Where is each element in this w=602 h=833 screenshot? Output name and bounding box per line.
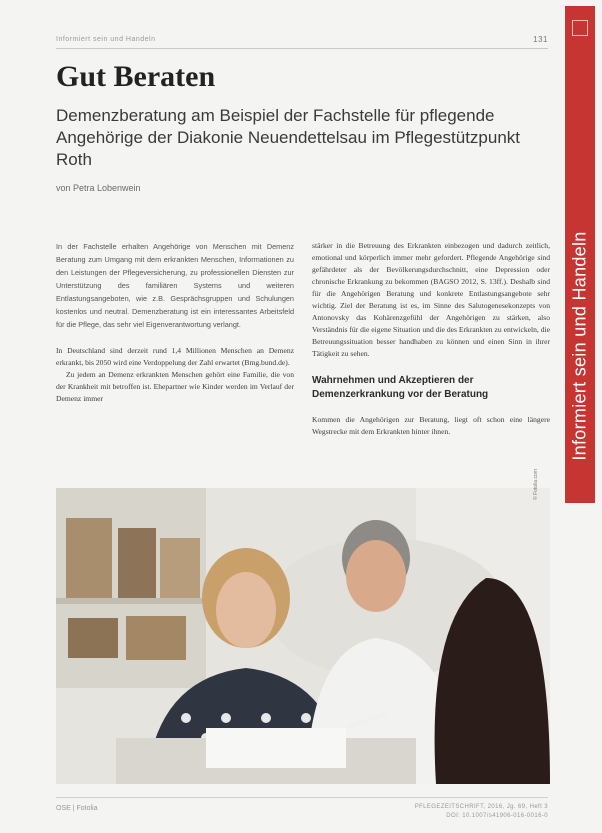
section-heading: Wahrnehmen und Akzeptieren der Demenzerkrankung vor der Beratung — [312, 375, 489, 400]
footer-citation — [415, 803, 548, 821]
photo-credit: © Fotolia.com — [533, 469, 539, 500]
body-paragraph: In Deutschland sind derzeit rund 1,4 Millionen Menschen an Demenz erkrankt, bis 2050 wird eine Verdoppelung der Zahl erwartet (Bmg.bund.de). — [56, 346, 294, 367]
body-paragraph: stärker in die Betreuung des Erkrankten einbezogen und dadurch zeitlich, emotional und körperlich immer mehr gefordert. Pflegende Angehörige sind gefährdeter als der Bevölkerungsdurchschnitt, eine Depression oder chronische Erkrankung zu bekommen (BAGSO 2012, S. 13ff.). Deshalb sind für die Angehörigen Beratung und konkrete Entlastungsangebote sehr wichtig. Ziel der Beratung ist es, im Sinne des Salutogenesekonzepts von Antonovsky das Kohärenzgefühl der Angehörigen zu stärken, also Verständnis für die eigene Situation und die des Erkrankten zu entwickeln, die Betreuungssituation besser handhaben zu können und einen Sinn in ihrer Tätigkeit zu sehen. — [312, 241, 550, 358]
running-head — [56, 36, 548, 48]
article-subtitle: Demenzberatung am Beispiel der Fachstelle für pflegende Angehörige der Diakonie Neuendettelsau im Pflegestützpunkt Roth — [56, 106, 521, 169]
photo-illustration — [56, 488, 550, 784]
body-paragraph: Zu jedem an Demenz erkrankten Menschen gehört eine Familie, die von der Krankheit mit betroffen ist. Ehepartner wie Kinder werden im Verlauf der Demenz immer — [56, 370, 294, 403]
consultation-photo — [56, 488, 550, 784]
footer-citation-line: PFLEGEZEITSCHRIFT, 2016, Jg. 69, Heft 3 — [414, 804, 548, 810]
section-side-tab — [565, 6, 595, 503]
left-column — [56, 240, 294, 405]
footer-credit: OSE | Fotolia — [56, 805, 98, 812]
page-number: 131 — [533, 35, 548, 44]
intro-paragraph: In der Fachstelle erhalten Angehörige von Menschen mit Demenz Beratung zum Umgang mit dem erkrankten Menschen, Informationen zu den Leistungen der Pflegeversicherung, zu professionellen Diensten zur Unterstützung des familiären Systems und weiteren Entlastungsangeboten, wie z.B. Gesprächsgruppen und Schulungen kostenlos und neutral. Demenzberatung ist ein interessantes Arbeitsfeld für die Pflege, das sehr viel Eigenverantwortung verlangt. — [56, 242, 294, 329]
footer-citation-line: DOI: 10.1007/s41906-016-0016-0 — [446, 813, 548, 819]
body-paragraph: Kommen die Angehörigen zur Beratung, liegt oft schon eine längere Wegstrecke mit dem Erkrankten hinter ihnen. — [312, 415, 550, 436]
paragraph-gap — [56, 331, 294, 345]
article-title: Gut Beraten — [56, 60, 216, 93]
article-byline: von Petra Lobenwein — [56, 183, 141, 193]
footer-rule — [56, 797, 548, 798]
side-tab-label: Informiert sein und Handeln — [569, 231, 590, 461]
right-column — [312, 240, 550, 438]
tab-marker — [572, 20, 588, 36]
running-head-section: Informiert sein und Handeln — [56, 36, 156, 43]
header-rule — [56, 48, 548, 49]
